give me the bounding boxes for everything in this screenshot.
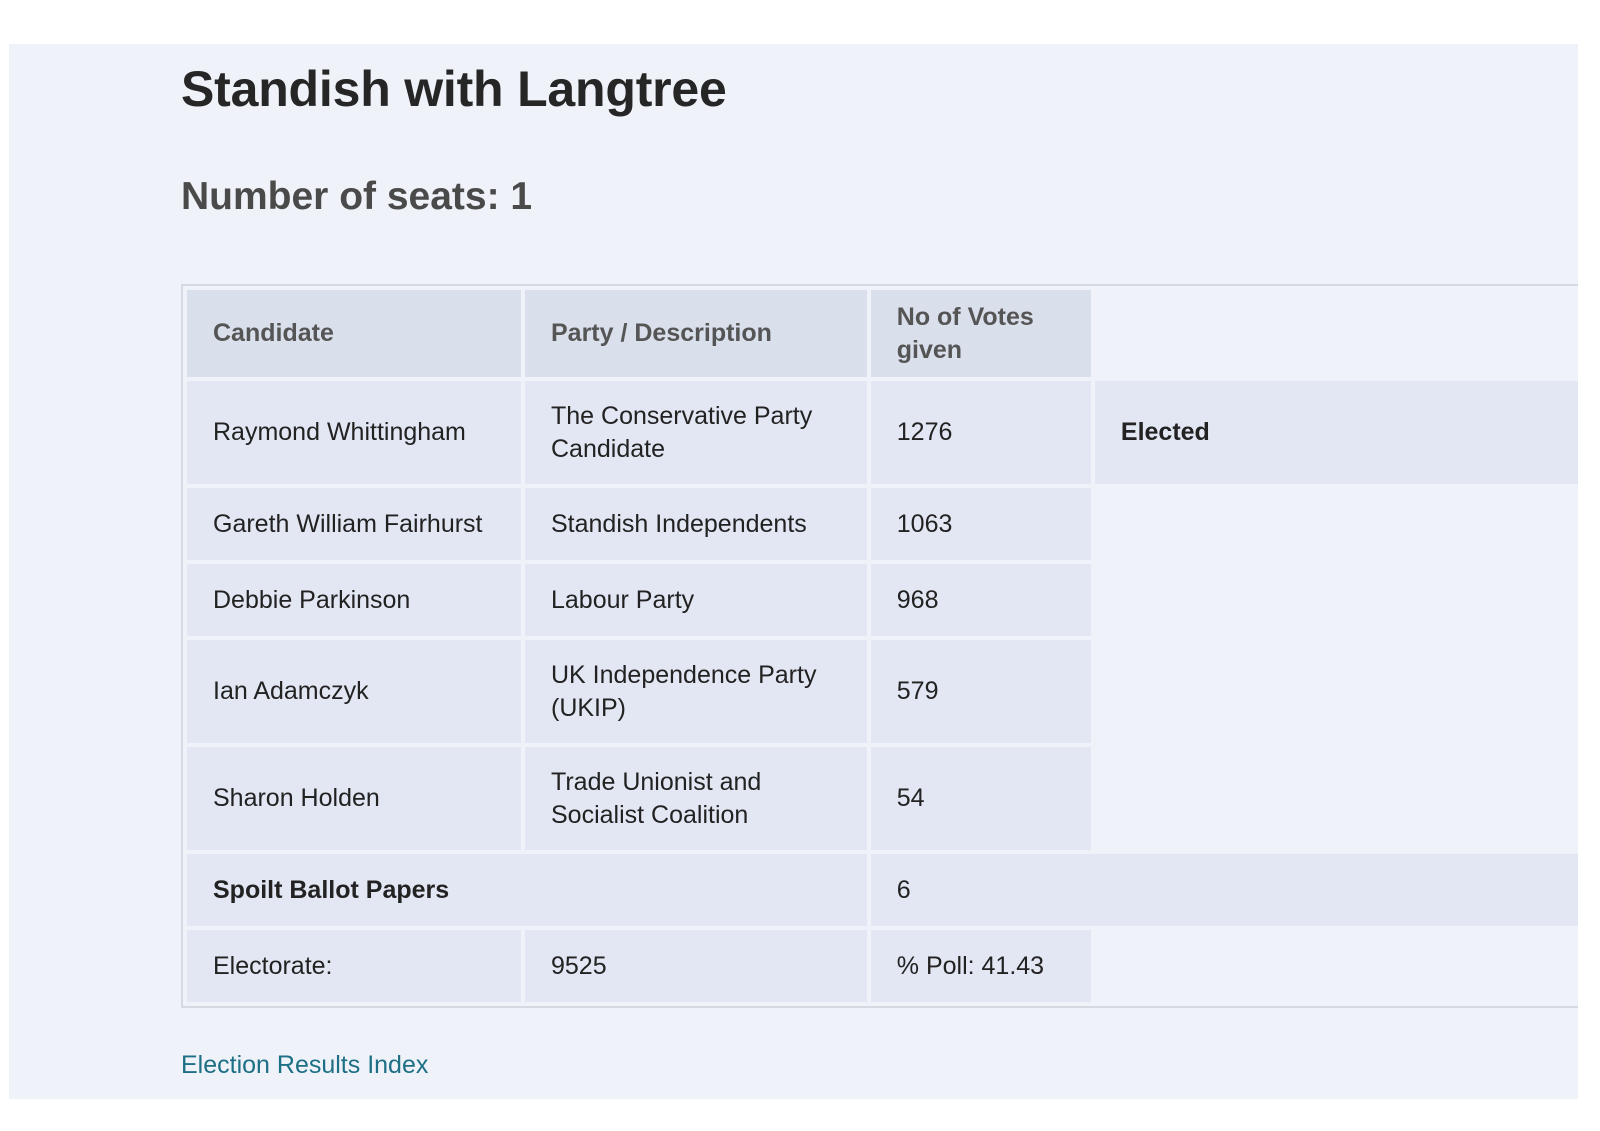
votes-cell: 968	[871, 564, 1091, 636]
party-description: UK Independence Party (UKIP)	[525, 640, 867, 743]
header-status	[1095, 290, 1578, 377]
party-description: Labour Party	[525, 564, 867, 636]
candidate-name: Raymond Whittingham	[187, 381, 521, 484]
seats-heading: Number of seats: 1	[181, 175, 533, 218]
votes-cell: 1276	[871, 381, 1091, 484]
table-row	[187, 564, 1578, 636]
header-votes: No of Votes given	[871, 290, 1091, 377]
poll-percentage: % Poll: 41.43	[871, 930, 1091, 1002]
table-row	[187, 747, 1578, 850]
status-cell: Elected	[1095, 381, 1578, 484]
spoilt-row	[187, 854, 1578, 926]
status-cell	[1095, 564, 1578, 636]
electorate-blank	[1095, 930, 1578, 1002]
spoilt-value: 6	[871, 854, 1578, 926]
electorate-row	[187, 930, 1578, 1002]
party-description: Trade Unionist and Socialist Coalition	[525, 747, 867, 850]
status-cell	[1095, 640, 1578, 743]
table-row	[187, 381, 1578, 484]
votes-cell: 579	[871, 640, 1091, 743]
table-row	[187, 488, 1578, 560]
candidate-name: Gareth William Fairhurst	[187, 488, 521, 560]
page	[9, 44, 1578, 1099]
election-results-index-link[interactable]: Election Results Index	[181, 1051, 429, 1079]
candidate-name: Sharon Holden	[187, 747, 521, 850]
electorate-value: 9525	[525, 930, 867, 1002]
table-row	[187, 640, 1578, 743]
votes-cell: 1063	[871, 488, 1091, 560]
votes-cell: 54	[871, 747, 1091, 850]
electorate-label: Electorate:	[187, 930, 521, 1002]
header-candidate: Candidate	[187, 290, 521, 377]
party-description: The Conservative Party Candidate	[525, 381, 867, 484]
status-cell	[1095, 488, 1578, 560]
results-table-container	[181, 284, 1578, 1008]
table-header-row	[187, 290, 1578, 377]
spoilt-label: Spoilt Ballot Papers	[187, 854, 867, 926]
status-cell	[1095, 747, 1578, 850]
page-title: Standish with Langtree	[181, 61, 727, 117]
results-table	[183, 286, 1578, 1006]
party-description: Standish Independents	[525, 488, 867, 560]
candidate-name: Ian Adamczyk	[187, 640, 521, 743]
header-party: Party / Description	[525, 290, 867, 377]
candidate-name: Debbie Parkinson	[187, 564, 521, 636]
